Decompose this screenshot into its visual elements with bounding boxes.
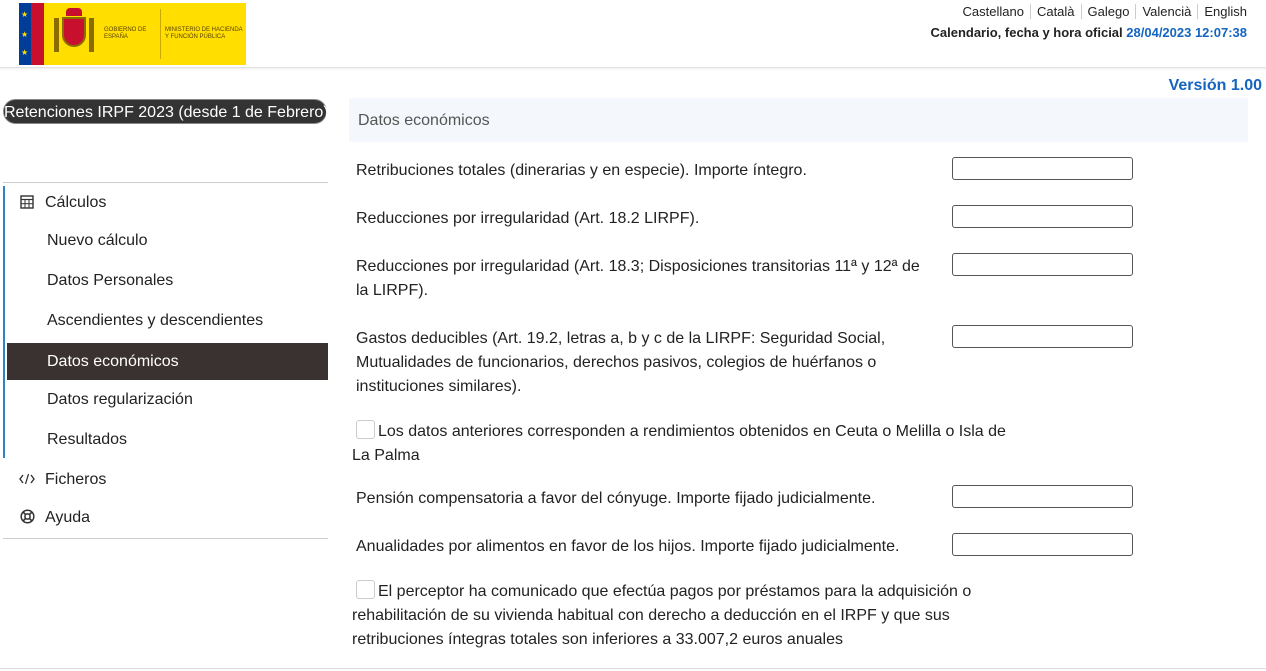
calculator-icon (19, 195, 35, 212)
calendar-datetime: 28/04/2023 12:07:38 (1126, 25, 1247, 40)
pension-compensatoria-input[interactable] (952, 485, 1133, 508)
version-label: Versión 1.00 (1168, 77, 1262, 94)
ceuta-melilla-label: Los datos anteriores corresponden a rendimientos obtenidos en Ceuta o Melilla o Isla de La Palma (352, 423, 1006, 464)
sidebar-item-resultados[interactable]: Resultados (47, 431, 128, 448)
flag-stripe (31, 3, 44, 65)
section-title: Datos económicos (349, 98, 1248, 142)
sidebar-section-label: Ayuda (45, 509, 91, 526)
anualidades-alimentos-input[interactable] (952, 533, 1133, 556)
gastos-deducibles-input[interactable] (952, 325, 1133, 348)
sidebar-item-nuevo-calculo[interactable]: Nuevo cálculo (47, 232, 148, 249)
vivienda-option (352, 580, 992, 652)
header (0, 0, 1266, 68)
lang-catala[interactable]: Català (1030, 4, 1081, 19)
lang-english[interactable]: English (1197, 4, 1247, 19)
code-icon (19, 472, 35, 488)
section-indicator (3, 186, 5, 458)
sidebar-item-datos-economicos[interactable]: Datos económicos (7, 343, 328, 380)
lang-galego[interactable]: Galego (1081, 4, 1136, 19)
sidebar-section-calculos[interactable] (19, 191, 106, 215)
divider (0, 668, 1266, 669)
field-label-retribuciones: Retribuciones totales (dinerarias y en especie). Importe íntegro. (356, 162, 807, 179)
sidebar-item-datos-personales[interactable]: Datos Personales (47, 272, 174, 289)
field-label-pension-compensatoria: Pensión compensatoria a favor del cónyuge. Importe fijado judicialmente. (356, 490, 876, 507)
sidebar-section-ficheros[interactable] (19, 468, 106, 492)
government-logo[interactable] (19, 3, 246, 65)
ceuta-melilla-checkbox[interactable] (356, 420, 375, 439)
reducciones-18-3-input[interactable] (952, 253, 1133, 276)
field-label-anualidades-alimentos: Anualidades por alimentos en favor de los hijos. Importe fijado judicialmente. (356, 538, 900, 555)
official-calendar (930, 25, 1247, 40)
sidebar-section-ayuda[interactable] (19, 506, 90, 530)
coat-of-arms-icon (52, 8, 96, 60)
sidebar-section-label: Ficheros (45, 471, 107, 488)
field-label-reducciones-18-3: Reducciones por irregularidad (Art. 18.3; Disposiciones transitorias 11ª y 12ª de la LIRPF). (356, 258, 920, 299)
reducciones-18-2-input[interactable] (952, 205, 1133, 228)
vivienda-checkbox[interactable] (356, 580, 375, 599)
calendar-label[interactable]: Calendario, fecha y hora oficial (930, 25, 1123, 40)
ceuta-melilla-option (352, 420, 1027, 468)
lang-castellano[interactable]: Castellano (962, 4, 1024, 19)
sidebar-item-ascendientes[interactable]: Ascendientes y descendientes (47, 312, 264, 329)
divider (3, 538, 328, 539)
app-title: Retenciones IRPF 2023 (desde 1 de Febrero) (3, 99, 327, 124)
lang-valencia[interactable]: Valencià (1135, 4, 1197, 19)
field-label-reducciones-18-2: Reducciones por irregularidad (Art. 18.2 LIRPF). (356, 210, 700, 227)
sidebar-section-label: Cálculos (45, 194, 107, 211)
ministry-logo-text: MINISTERIO DE HACIENDA Y FUNCIÓN PÚBLICA (165, 27, 243, 40)
divider (3, 182, 328, 183)
retribuciones-input[interactable] (952, 157, 1133, 180)
vivienda-label: El perceptor ha comunicado que efectúa pagos por préstamos para la adquisición o rehabilitación de su vivienda habitual con derecho a deducción en el IRPF y que sus retribuciones íntegras totales son inferiores a 33.007,2 euros anuales (352, 583, 972, 648)
sidebar-item-datos-regularizacion[interactable]: Datos regularización (47, 391, 193, 408)
eu-flag-icon: ★ ★ ★ (19, 3, 31, 65)
gov-logo-text: GOBIERNO DE ESPAÑA (104, 27, 147, 40)
language-selector (957, 4, 1247, 19)
lifebuoy-icon (19, 509, 35, 527)
field-label-gastos-deducibles: Gastos deducibles (Art. 19.2, letras a, b y c de la LIRPF: Seguridad Social, Mutualidades de funcionarios, derechos pasivos, colegios de huérfanos o instituciones similares). (356, 330, 886, 395)
